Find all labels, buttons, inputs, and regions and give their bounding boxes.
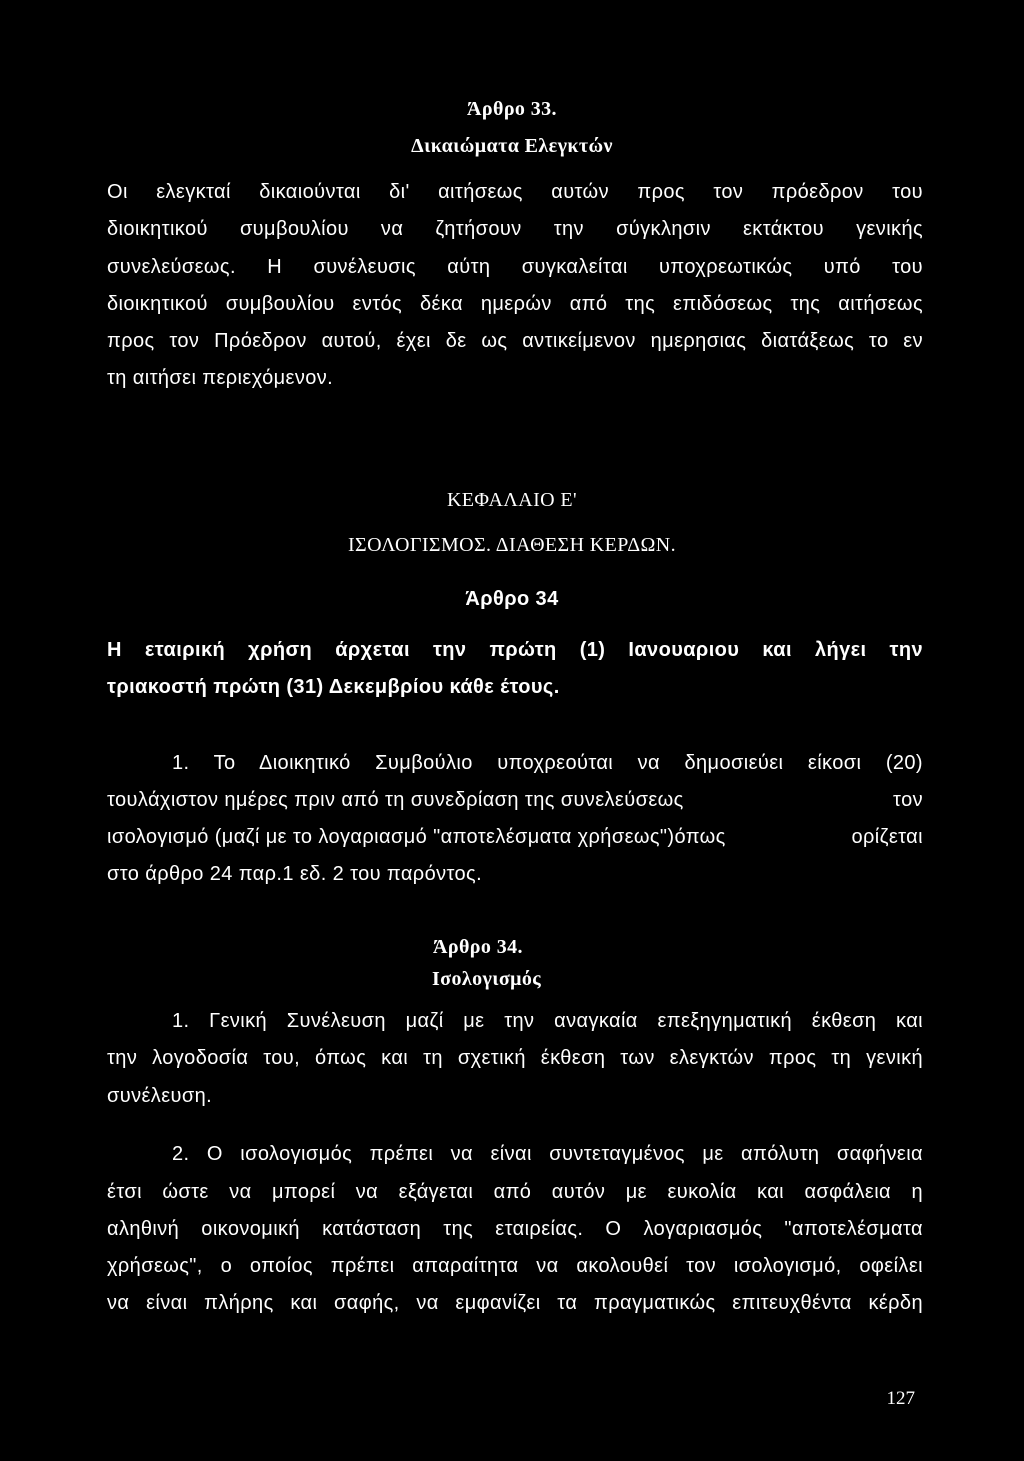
paragraph-1-line-text: ορίζεται xyxy=(851,826,923,848)
article-34b-p2-line: να είναι πλήρης και σαφής, να εμφανίζει τα πραγματικώς επιτευχθέντα κέρδη xyxy=(107,1292,923,1314)
article-34b-p2-line: έτσι ώστε να μπορεί να εξάγεται από αυτόν με ευκολία και ασφάλεια η xyxy=(107,1181,923,1203)
article-33-line: διοικητικού συμβουλίου να ζητήσουν την σύγκλησιν εκτάκτου γενικής xyxy=(107,218,923,240)
article-34b-p2-line: χρήσεως", ο οποίος πρέπει απαραίτητα να ακολουθεί τον ισολογισμό, οφείλει xyxy=(107,1255,923,1277)
article-33-line: συνελεύσεως. Η συνέλευσις αύτη συγκαλείται υποχρεωτικώς υπό του xyxy=(107,256,923,278)
paragraph-1-line-text: τον xyxy=(893,789,923,811)
article-34b-p1-line: 1. Γενική Συνέλευση μαζί με την αναγκαία επεξηγηματική έκθεση και xyxy=(172,1010,923,1032)
article-33-line: τη αιτήσει περιεχόμενον. xyxy=(107,367,334,389)
article-33-line: προς τον Πρόεδρον αυτού, έχει δε ως αντικείμενον ημερησιας διατάξεως το εν xyxy=(107,330,923,352)
article-34-line: Η εταιρική χρήση άρχεται την πρώτη (1) Ιανουαριου και λήγει την xyxy=(107,639,923,661)
article-34b-p2-line: 2. Ο ισολογισμός πρέπει να είναι συντεταγμένος με απόλυτη σαφήνεια xyxy=(172,1143,923,1165)
paragraph-1-line-text: τουλάχιστον ημέρες πριν από τη συνεδρίαση της συνελεύσεως xyxy=(107,789,684,811)
article-34b-number: Άρθρο 34. xyxy=(433,936,523,958)
paragraph-1-line-text: ισολογισμό (μαζί με το λογαριασμό "αποτελέσματα χρήσεως")όπως xyxy=(107,826,726,848)
article-33-title: Δικαιώματα Ελεγκτών xyxy=(411,135,613,157)
article-33-number: Άρθρο 33. xyxy=(467,98,557,120)
article-33-line: διοικητικού συμβουλίου εντός δέκα ημερών από της επιδόσεως της αιτήσεως xyxy=(107,293,923,315)
article-34b-title: Ισολογισμός xyxy=(432,968,542,990)
article-34b-p1-line: συνέλευση. xyxy=(107,1085,213,1107)
page-number: 127 xyxy=(886,1388,915,1409)
article-34-line: τριακοστή πρώτη (31) Δεκεμβρίου κάθε έτους. xyxy=(107,676,560,698)
chapter-subheading: ΙΣΟΛΟΓΙΣΜΟΣ. ΔΙΑΘΕΣΗ ΚΕΡΔΩΝ. xyxy=(347,534,677,556)
article-34b-p2-line: αληθινή οικονομική κατάσταση της εταιρείας. Ο λογαριασμός "αποτελέσματα xyxy=(107,1218,923,1240)
article-34b-p1-line: την λογοδοσία του, όπως και τη σχετική έκθεση των ελεγκτών προς τη γενική xyxy=(107,1047,923,1069)
article-34-number: Άρθρο 34 xyxy=(465,588,559,610)
paragraph-1-line: 1. Το Διοικητικό Συμβούλιο υποχρεούται να δημοσιεύει είκοσι (20) xyxy=(172,752,923,774)
paragraph-1-line: στο άρθρο 24 παρ.1 εδ. 2 του παρόντος. xyxy=(107,863,483,885)
article-33-line: Οι ελεγκταί δικαιούνται δι' αιτήσεως αυτών προς τον πρόεδρον του xyxy=(107,181,923,203)
chapter-heading: ΚΕΦΑΛΑΙΟ Ε' xyxy=(446,489,578,511)
